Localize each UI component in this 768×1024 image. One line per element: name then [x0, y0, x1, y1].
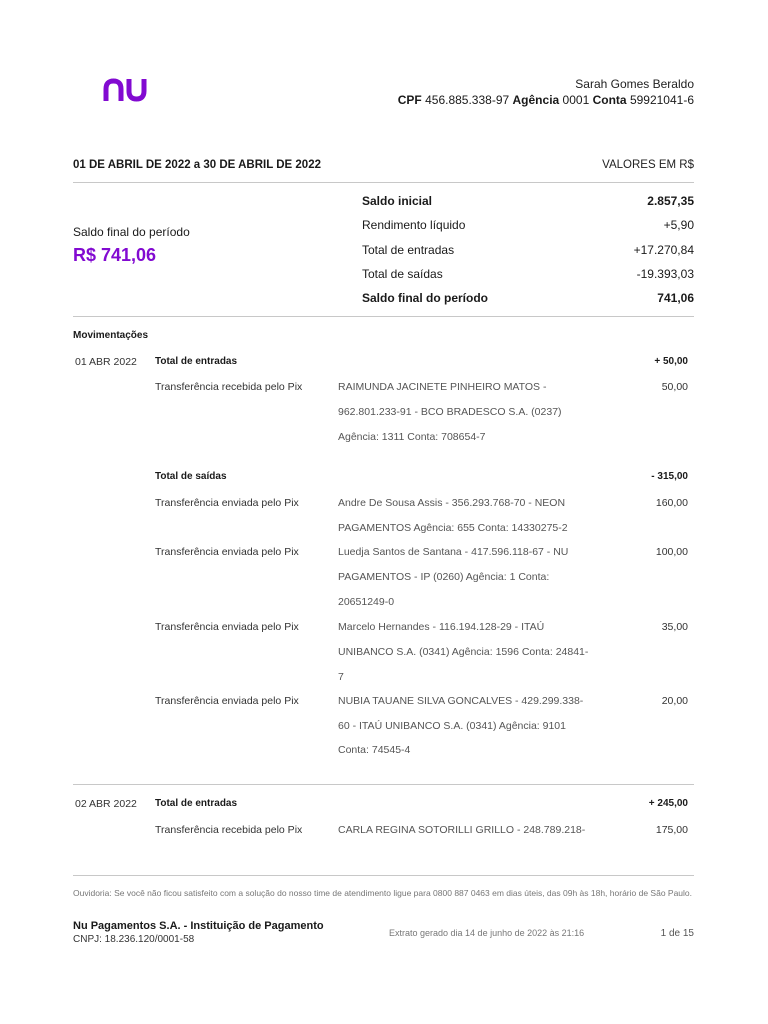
summary-row — [362, 238, 694, 262]
tx-type: Transferência recebida pelo Pix — [155, 824, 303, 836]
table-row — [73, 471, 688, 496]
day-date: 01 ABR 2022 — [75, 356, 137, 368]
summary-label: Total de entradas — [362, 242, 455, 257]
tx-type: Transferência enviada pelo Pix — [155, 497, 299, 509]
cpf-value: 456.885.338-97 — [425, 93, 510, 107]
company-cnpj: CNPJ: 18.236.120/0001-58 — [73, 934, 195, 945]
table-row — [73, 744, 688, 769]
total-in-value: + 50,00 — [654, 356, 688, 367]
conta-label: Conta — [592, 93, 627, 107]
final-balance-label: Saldo final do período — [73, 225, 190, 239]
tx-value: 100,00 — [655, 546, 688, 558]
table-row — [73, 571, 688, 596]
summary-row — [362, 189, 694, 213]
divider — [73, 316, 694, 317]
conta-value: 59921041-6 — [629, 93, 694, 107]
summary-value: -19.393,03 — [636, 266, 694, 281]
agencia-value: 0001 — [562, 93, 590, 107]
company-name: Nu Pagamentos S.A. - Instituição de Pagamento — [73, 920, 324, 932]
summary-row — [362, 286, 694, 310]
account-ids — [398, 93, 694, 108]
tx-type: Transferência enviada pelo Pix — [155, 695, 299, 707]
table-row — [73, 406, 688, 431]
extract-generated: Extrato gerado dia 14 de junho de 2022 às 21:16 — [389, 928, 585, 938]
table-row — [73, 720, 688, 745]
divider — [73, 182, 694, 183]
total-in-label: Total de entradas — [155, 798, 238, 809]
summary-label: Rendimento líquido — [362, 218, 466, 233]
table-row — [73, 381, 688, 406]
tx-desc: Andre De Sousa Assis - 356.293.768-70 - NEON — [338, 497, 566, 509]
agencia-label: Agência — [512, 93, 560, 107]
table-row — [73, 596, 688, 621]
summary-value: 741,06 — [657, 291, 694, 306]
summary-value: +17.270,84 — [633, 242, 694, 257]
cpf-label: CPF — [397, 93, 422, 107]
tx-desc: PAGAMENTOS Agência: 655 Conta: 14330275-2 — [338, 522, 568, 534]
summary-value: +5,90 — [663, 218, 694, 233]
nubank-logo — [103, 77, 149, 103]
movements-title: Movimentações — [73, 330, 149, 341]
table-row — [73, 671, 688, 696]
tx-desc: RAIMUNDA JACINETE PINHEIRO MATOS - — [338, 381, 547, 393]
balance-summary — [362, 189, 694, 310]
tx-desc: NUBIA TAUANE SILVA GONCALVES - 429.299.338- — [338, 695, 584, 707]
tx-desc: Agência: 1311 Conta: 708654-7 — [338, 431, 486, 443]
holder-name: Sarah Gomes Beraldo — [575, 77, 694, 91]
table-row — [73, 497, 688, 522]
tx-value: 175,00 — [655, 824, 688, 836]
tx-value: 160,00 — [655, 497, 688, 509]
table-row — [73, 522, 688, 547]
ombudsman-note: Ouvidoria: Se você não ficou satisfeito com a solução do nosso time de atendimento ligue para 0800 887 0463 em dias úteis, das 09h às 18h, horário de São Paulo. — [73, 888, 693, 898]
divider — [73, 875, 694, 876]
tx-desc: UNIBANCO S.A. (0341) Agência: 1596 Conta: 24841- — [338, 646, 589, 658]
tx-value: 35,00 — [661, 621, 688, 633]
tx-value: 50,00 — [661, 381, 688, 393]
tx-desc: 20651249-0 — [338, 596, 395, 608]
tx-desc: 962.801.233-91 - BCO BRADESCO S.A. (0237) — [338, 406, 562, 418]
tx-desc: PAGAMENTOS - IP (0260) Agência: 1 Conta: — [338, 571, 550, 583]
table-row — [73, 546, 688, 571]
tx-desc: Luedja Santos de Santana - 417.596.118-67 - NU — [338, 546, 569, 558]
table-row — [73, 824, 688, 849]
summary-label: Saldo final do período — [362, 291, 488, 306]
page-number: 1 de 15 — [660, 928, 694, 939]
total-out-value: - 315,00 — [651, 471, 688, 482]
summary-value: 2.857,35 — [647, 194, 694, 208]
table-row — [73, 431, 688, 456]
divider — [73, 784, 694, 785]
summary-row — [362, 213, 694, 237]
account-holder-info — [398, 77, 694, 108]
tx-desc: 7 — [338, 671, 344, 683]
table-row — [73, 356, 688, 381]
tx-desc: Conta: 74545-4 — [338, 744, 411, 756]
total-out-label: Total de saídas — [155, 471, 227, 482]
day-date: 02 ABR 2022 — [75, 798, 137, 810]
table-row — [73, 695, 688, 720]
period-row — [73, 159, 694, 181]
table-row — [73, 621, 688, 646]
tx-type: Transferência enviada pelo Pix — [155, 621, 299, 633]
tx-desc: 60 - ITAÚ UNIBANCO S.A. (0341) Agência: 9101 — [338, 720, 566, 732]
total-in-value: + 245,00 — [648, 798, 688, 809]
tx-value: 20,00 — [661, 695, 688, 707]
total-in-label: Total de entradas — [155, 356, 238, 367]
summary-row — [362, 262, 694, 286]
tx-desc: CARLA REGINA SOTORILLI GRILLO - 248.789.218- — [338, 824, 586, 836]
tx-type: Transferência enviada pelo Pix — [155, 546, 299, 558]
period-range: 01 DE ABRIL DE 2022 a 30 DE ABRIL DE 2022 — [73, 159, 321, 171]
summary-label: Saldo inicial — [362, 194, 433, 208]
tx-desc: Marcelo Hernandes - 116.194.128-29 - ITAÚ — [338, 621, 545, 633]
summary-label: Total de saídas — [362, 266, 443, 281]
currency-note: VALORES EM R$ — [602, 159, 694, 171]
table-row — [73, 798, 688, 823]
table-row — [73, 646, 688, 671]
final-balance-value: R$ 741,06 — [73, 245, 157, 265]
tx-type: Transferência recebida pelo Pix — [155, 381, 303, 393]
